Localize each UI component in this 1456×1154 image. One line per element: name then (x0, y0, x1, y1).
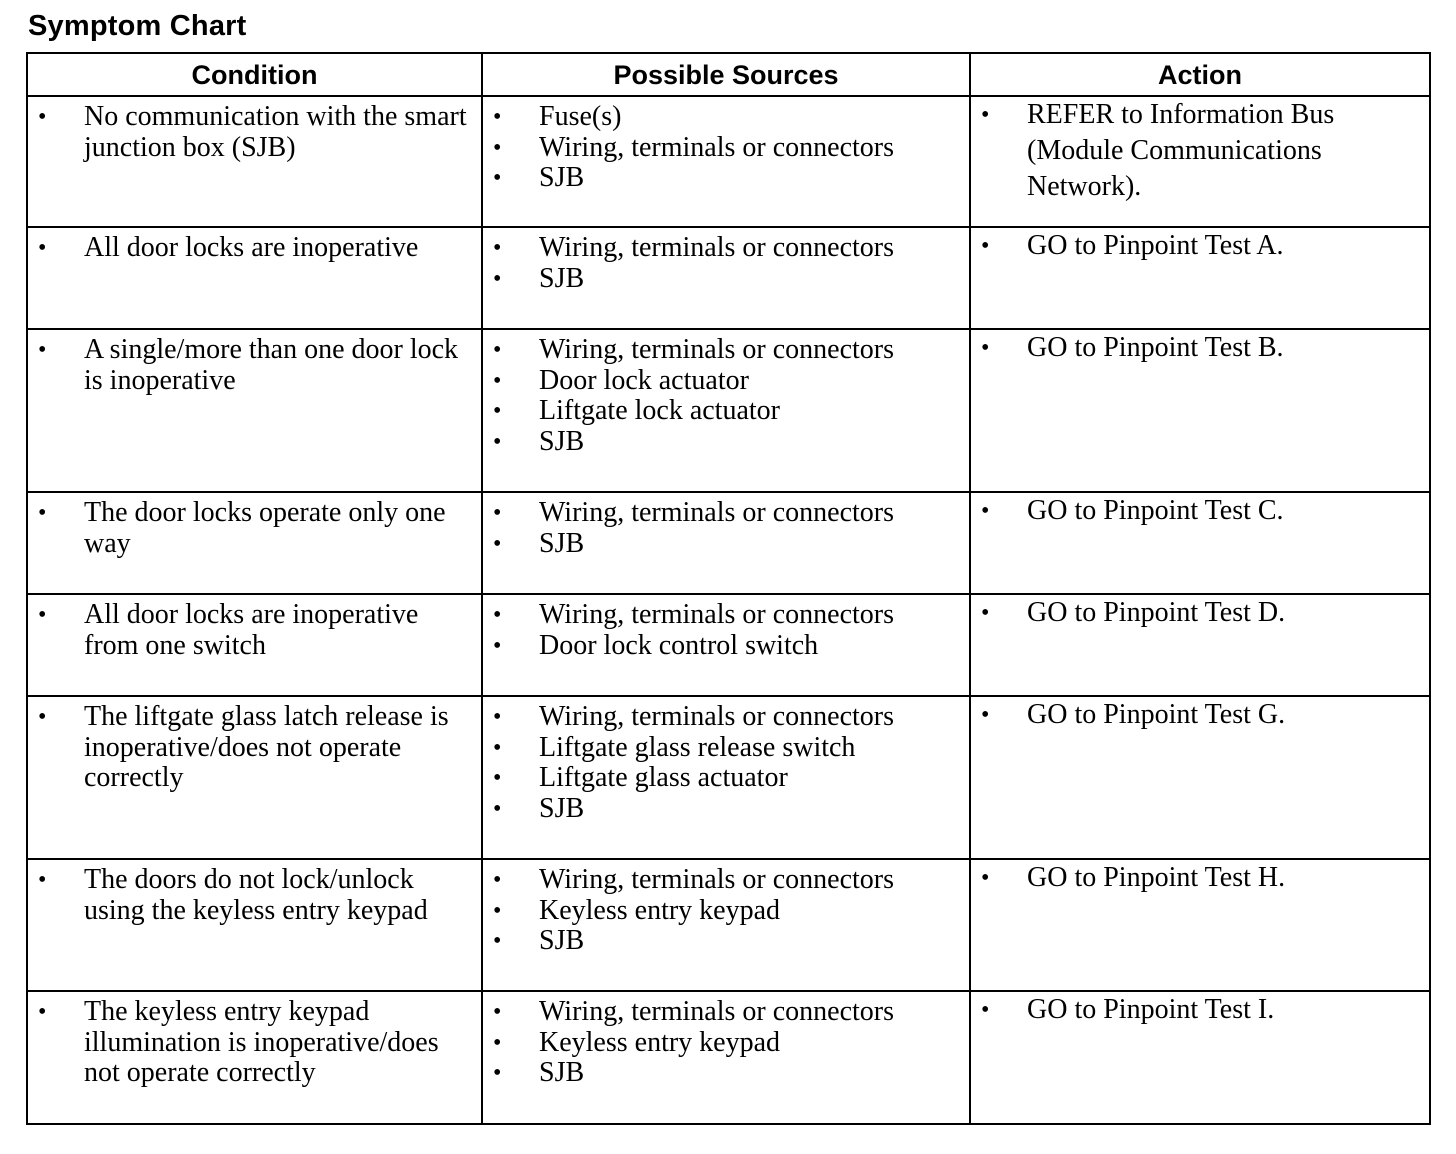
sources-cell (482, 227, 970, 329)
condition-cell (27, 859, 482, 991)
source-item: • Wiring, terminals or connectors (483, 133, 963, 164)
action-cell (970, 696, 1430, 859)
condition-cell (27, 96, 482, 227)
table-row (27, 991, 1430, 1124)
action-cell (970, 594, 1430, 696)
condition-cell (27, 991, 482, 1124)
condition-cell (27, 329, 482, 492)
action-cell (970, 329, 1430, 492)
action-cell (970, 991, 1430, 1124)
condition-cell (27, 492, 482, 594)
table-row (27, 859, 1430, 991)
source-item: • Wiring, terminals or connectors (483, 702, 963, 733)
action-text: • GO to Pinpoint Test H. (971, 860, 1423, 896)
source-item: • Door lock control switch (483, 631, 963, 662)
action-text: • GO to Pinpoint Test I. (971, 992, 1423, 1028)
source-item: • Wiring, terminals or connectors (483, 233, 963, 264)
header-condition: Condition (27, 53, 482, 96)
sources-cell (482, 96, 970, 227)
action-text: • REFER to Information Bus (Module Communications Network). (971, 97, 1423, 205)
source-item: • SJB (483, 1058, 963, 1089)
sources-cell (482, 492, 970, 594)
condition-cell (27, 696, 482, 859)
sources-cell (482, 329, 970, 492)
source-item: • SJB (483, 427, 963, 458)
chart-title: Symptom Chart (28, 10, 247, 42)
symptom-table (26, 52, 1431, 1125)
header-possible-sources: Possible Sources (482, 53, 970, 96)
condition-text: • The doors do not lock/unlock using the keyless entry keypad (28, 865, 475, 926)
source-item: • SJB (483, 264, 963, 295)
source-item: • Wiring, terminals or connectors (483, 335, 963, 366)
source-item: • Liftgate glass release switch (483, 733, 963, 764)
condition-text: • The door locks operate only one way (28, 498, 475, 559)
source-item: • Wiring, terminals or connectors (483, 600, 963, 631)
source-item: • Wiring, terminals or connectors (483, 498, 963, 529)
condition-text: • All door locks are inoperative (28, 233, 475, 264)
source-item: • SJB (483, 529, 963, 560)
header-row (27, 53, 1430, 96)
condition-text: • The keyless entry keypad illumination is inoperative/does not operate correctly (28, 997, 475, 1089)
source-item: • Keyless entry keypad (483, 1028, 963, 1059)
condition-text: • All door locks are inoperative from one switch (28, 600, 475, 661)
action-text: • GO to Pinpoint Test G. (971, 697, 1423, 733)
source-item: • SJB (483, 926, 963, 957)
table-row (27, 594, 1430, 696)
table-row (27, 492, 1430, 594)
condition-cell (27, 227, 482, 329)
action-text: • GO to Pinpoint Test B. (971, 330, 1423, 366)
source-item: • Wiring, terminals or connectors (483, 997, 963, 1028)
sources-cell (482, 859, 970, 991)
sources-cell (482, 594, 970, 696)
action-cell (970, 227, 1430, 329)
table-row (27, 696, 1430, 859)
source-item: • Fuse(s) (483, 102, 963, 133)
condition-text: • A single/more than one door lock is inoperative (28, 335, 475, 396)
source-item: • Liftgate glass actuator (483, 763, 963, 794)
condition-text: • The liftgate glass latch release is inoperative/does not operate correctly (28, 702, 475, 794)
header-action: Action (970, 53, 1430, 96)
source-item: • SJB (483, 163, 963, 194)
source-item: • SJB (483, 794, 963, 825)
source-item: • Wiring, terminals or connectors (483, 865, 963, 896)
action-cell (970, 96, 1430, 227)
source-item: • Door lock actuator (483, 366, 963, 397)
table-row (27, 227, 1430, 329)
condition-text: • No communication with the smart junction box (SJB) (28, 102, 475, 163)
sources-cell (482, 991, 970, 1124)
action-text: • GO to Pinpoint Test C. (971, 493, 1423, 529)
condition-cell (27, 594, 482, 696)
sources-cell (482, 696, 970, 859)
table-row (27, 329, 1430, 492)
table-row (27, 96, 1430, 227)
action-cell (970, 492, 1430, 594)
action-text: • GO to Pinpoint Test A. (971, 228, 1423, 264)
action-cell (970, 859, 1430, 991)
source-item: • Liftgate lock actuator (483, 396, 963, 427)
source-item: • Keyless entry keypad (483, 896, 963, 927)
action-text: • GO to Pinpoint Test D. (971, 595, 1423, 631)
